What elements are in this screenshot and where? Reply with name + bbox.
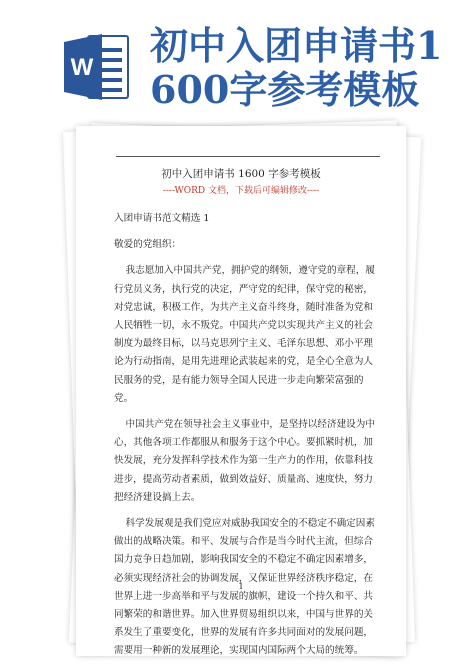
document-subtitle: ----WORD 文档，下载后可编辑修改---- xyxy=(162,186,320,196)
greeting: 敬爱的党组织： xyxy=(114,239,182,251)
header-rule xyxy=(116,156,380,157)
document-title: 初中入团申请书 1600 字参考模板 xyxy=(161,168,321,180)
document-body xyxy=(114,210,380,661)
page-title xyxy=(150,24,470,112)
word-document-icon xyxy=(62,30,132,104)
document-preview xyxy=(62,120,422,660)
paragraph-2: 中国共产党在领导社会主义事业中，是坚持以经济建设为中心，其他各项工作都服从和服务于这个中心。要抓紧时机，加快发展，充分发挥科学技术作为第一生产力的作用，依靠科技进步，提高劳动者素质，做到效益好、质量高、速度快，努力把经济建设搞上去。 xyxy=(114,419,375,503)
page-title-line2: 600字参考模板 xyxy=(150,67,420,112)
word-logo-letter: W xyxy=(70,54,94,81)
section-heading: 入团申请书范文精选 1 xyxy=(114,213,210,224)
page-number: 1 xyxy=(238,582,244,591)
paragraph-3: 科学发展观是我们党应对威胁我国安全的不稳定不确定因素做出的战略决策。和平、发展与合作是当今时代主流，但综合国力竞争日趋加剧，影响我国安全的不稳定不确定因素增多，必须实现经济社会的协调发展，又保证世界经济秩序稳定，在世界上进一步高举和平与发展的旗帜，建设一个持久和平、共同繁荣的和谐世界。加入世界贸易组织以来，中国与世界的关系发生了重要变化，世界的发展有许多共同面对的发展问题，需要用一种新的发展理论，实现国内国际两个大局的统筹。 xyxy=(114,518,375,657)
banner xyxy=(0,0,474,130)
paragraph-1: 我志愿加入中国共产党，拥护党的纲领，遵守党的章程，履行党员义务，执行党的决定，严守党的纪律，保守党的秘密，对党忠诚，积极工作，为共产主义奋斗终身，随时准备为党和人民牺牲一切，永不叛党。中国共产党以实现共产主义的社会制度为最终目标，以马克思列宁主义、毛泽东思想、邓小平理论为行动指南，是用先进理论武装起来的党，是全心全意为人民服务的党，是有能力领导全国人民进一步走向繁荣富强的党。 xyxy=(114,265,375,404)
paper-sheet-front xyxy=(76,126,406,656)
page-title-line1: 初中入团申请书1 xyxy=(150,23,443,68)
